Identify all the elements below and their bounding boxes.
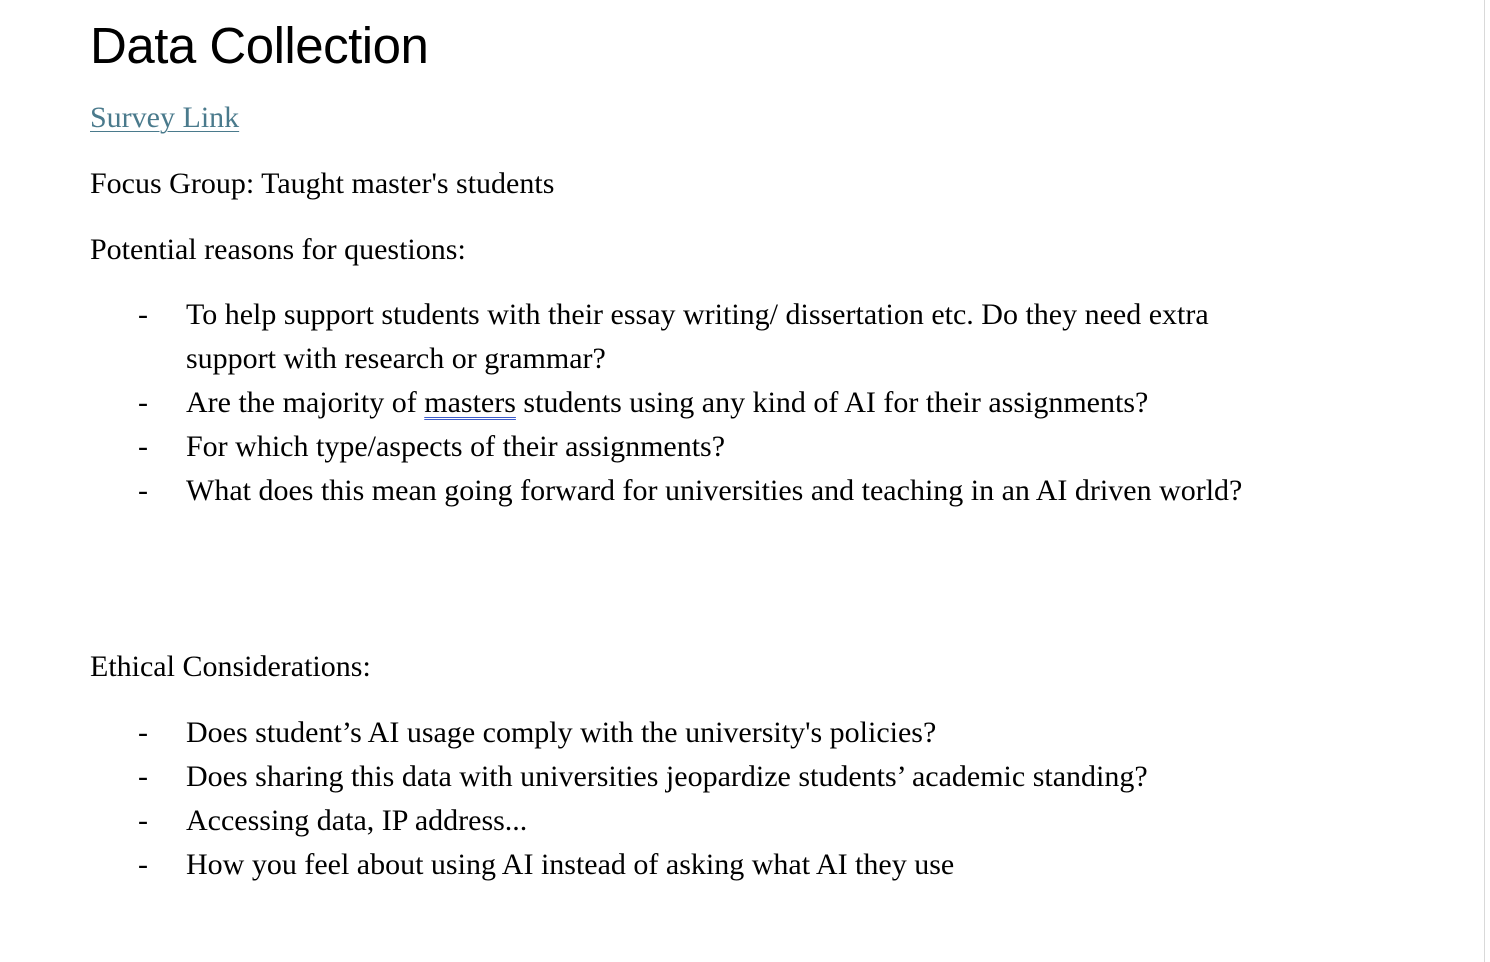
list-item <box>90 293 1290 381</box>
list-item <box>90 755 1290 799</box>
list-item <box>90 425 1290 469</box>
list-item-text-before: Are the majority of <box>186 386 425 419</box>
reasons-heading: Potential reasons for questions: <box>90 233 466 266</box>
bullet-dash: - <box>138 474 148 507</box>
bullet-dash: - <box>138 386 148 419</box>
page-edge-divider <box>1484 0 1485 962</box>
bullet-dash: - <box>138 804 148 837</box>
spellcheck-flagged-word[interactable]: masters <box>424 386 516 419</box>
bullet-dash: - <box>138 760 148 793</box>
list-item-text: Accessing data, IP address... <box>186 804 528 837</box>
reasons-list <box>90 293 1290 513</box>
document-title: Data Collection <box>90 17 429 74</box>
list-item-text: For which type/aspects of their assignments? <box>186 430 726 463</box>
bullet-dash: - <box>138 848 148 881</box>
list-item <box>90 381 1290 425</box>
list-item <box>90 469 1290 513</box>
list-item-text: Does student’s AI usage comply with the university's policies? <box>186 716 937 749</box>
bullet-dash: - <box>138 430 148 463</box>
list-item-text: What does this mean going forward for universities and teaching in an AI driven world? <box>186 474 1243 507</box>
survey-link[interactable]: Survey Link <box>90 101 240 134</box>
list-item-text: Does sharing this data with universities jeopardize students’ academic standing? <box>186 760 1148 793</box>
ethics-list <box>90 711 1290 887</box>
bullet-dash: - <box>138 716 148 749</box>
ethics-heading: Ethical Considerations: <box>90 650 371 683</box>
list-item <box>90 799 1290 843</box>
list-item-text: To help support students with their essay writing/ dissertation etc. Do they need extra support with research or grammar? <box>186 298 1209 375</box>
list-item <box>90 843 1290 887</box>
bullet-dash: - <box>138 298 148 331</box>
list-item-text-after: students using any kind of AI for their assignments? <box>515 386 1149 419</box>
list-item <box>90 711 1290 755</box>
list-item-text: How you feel about using AI instead of asking what AI they use <box>186 848 955 881</box>
focus-group-text: Focus Group: Taught master's students <box>90 167 555 200</box>
